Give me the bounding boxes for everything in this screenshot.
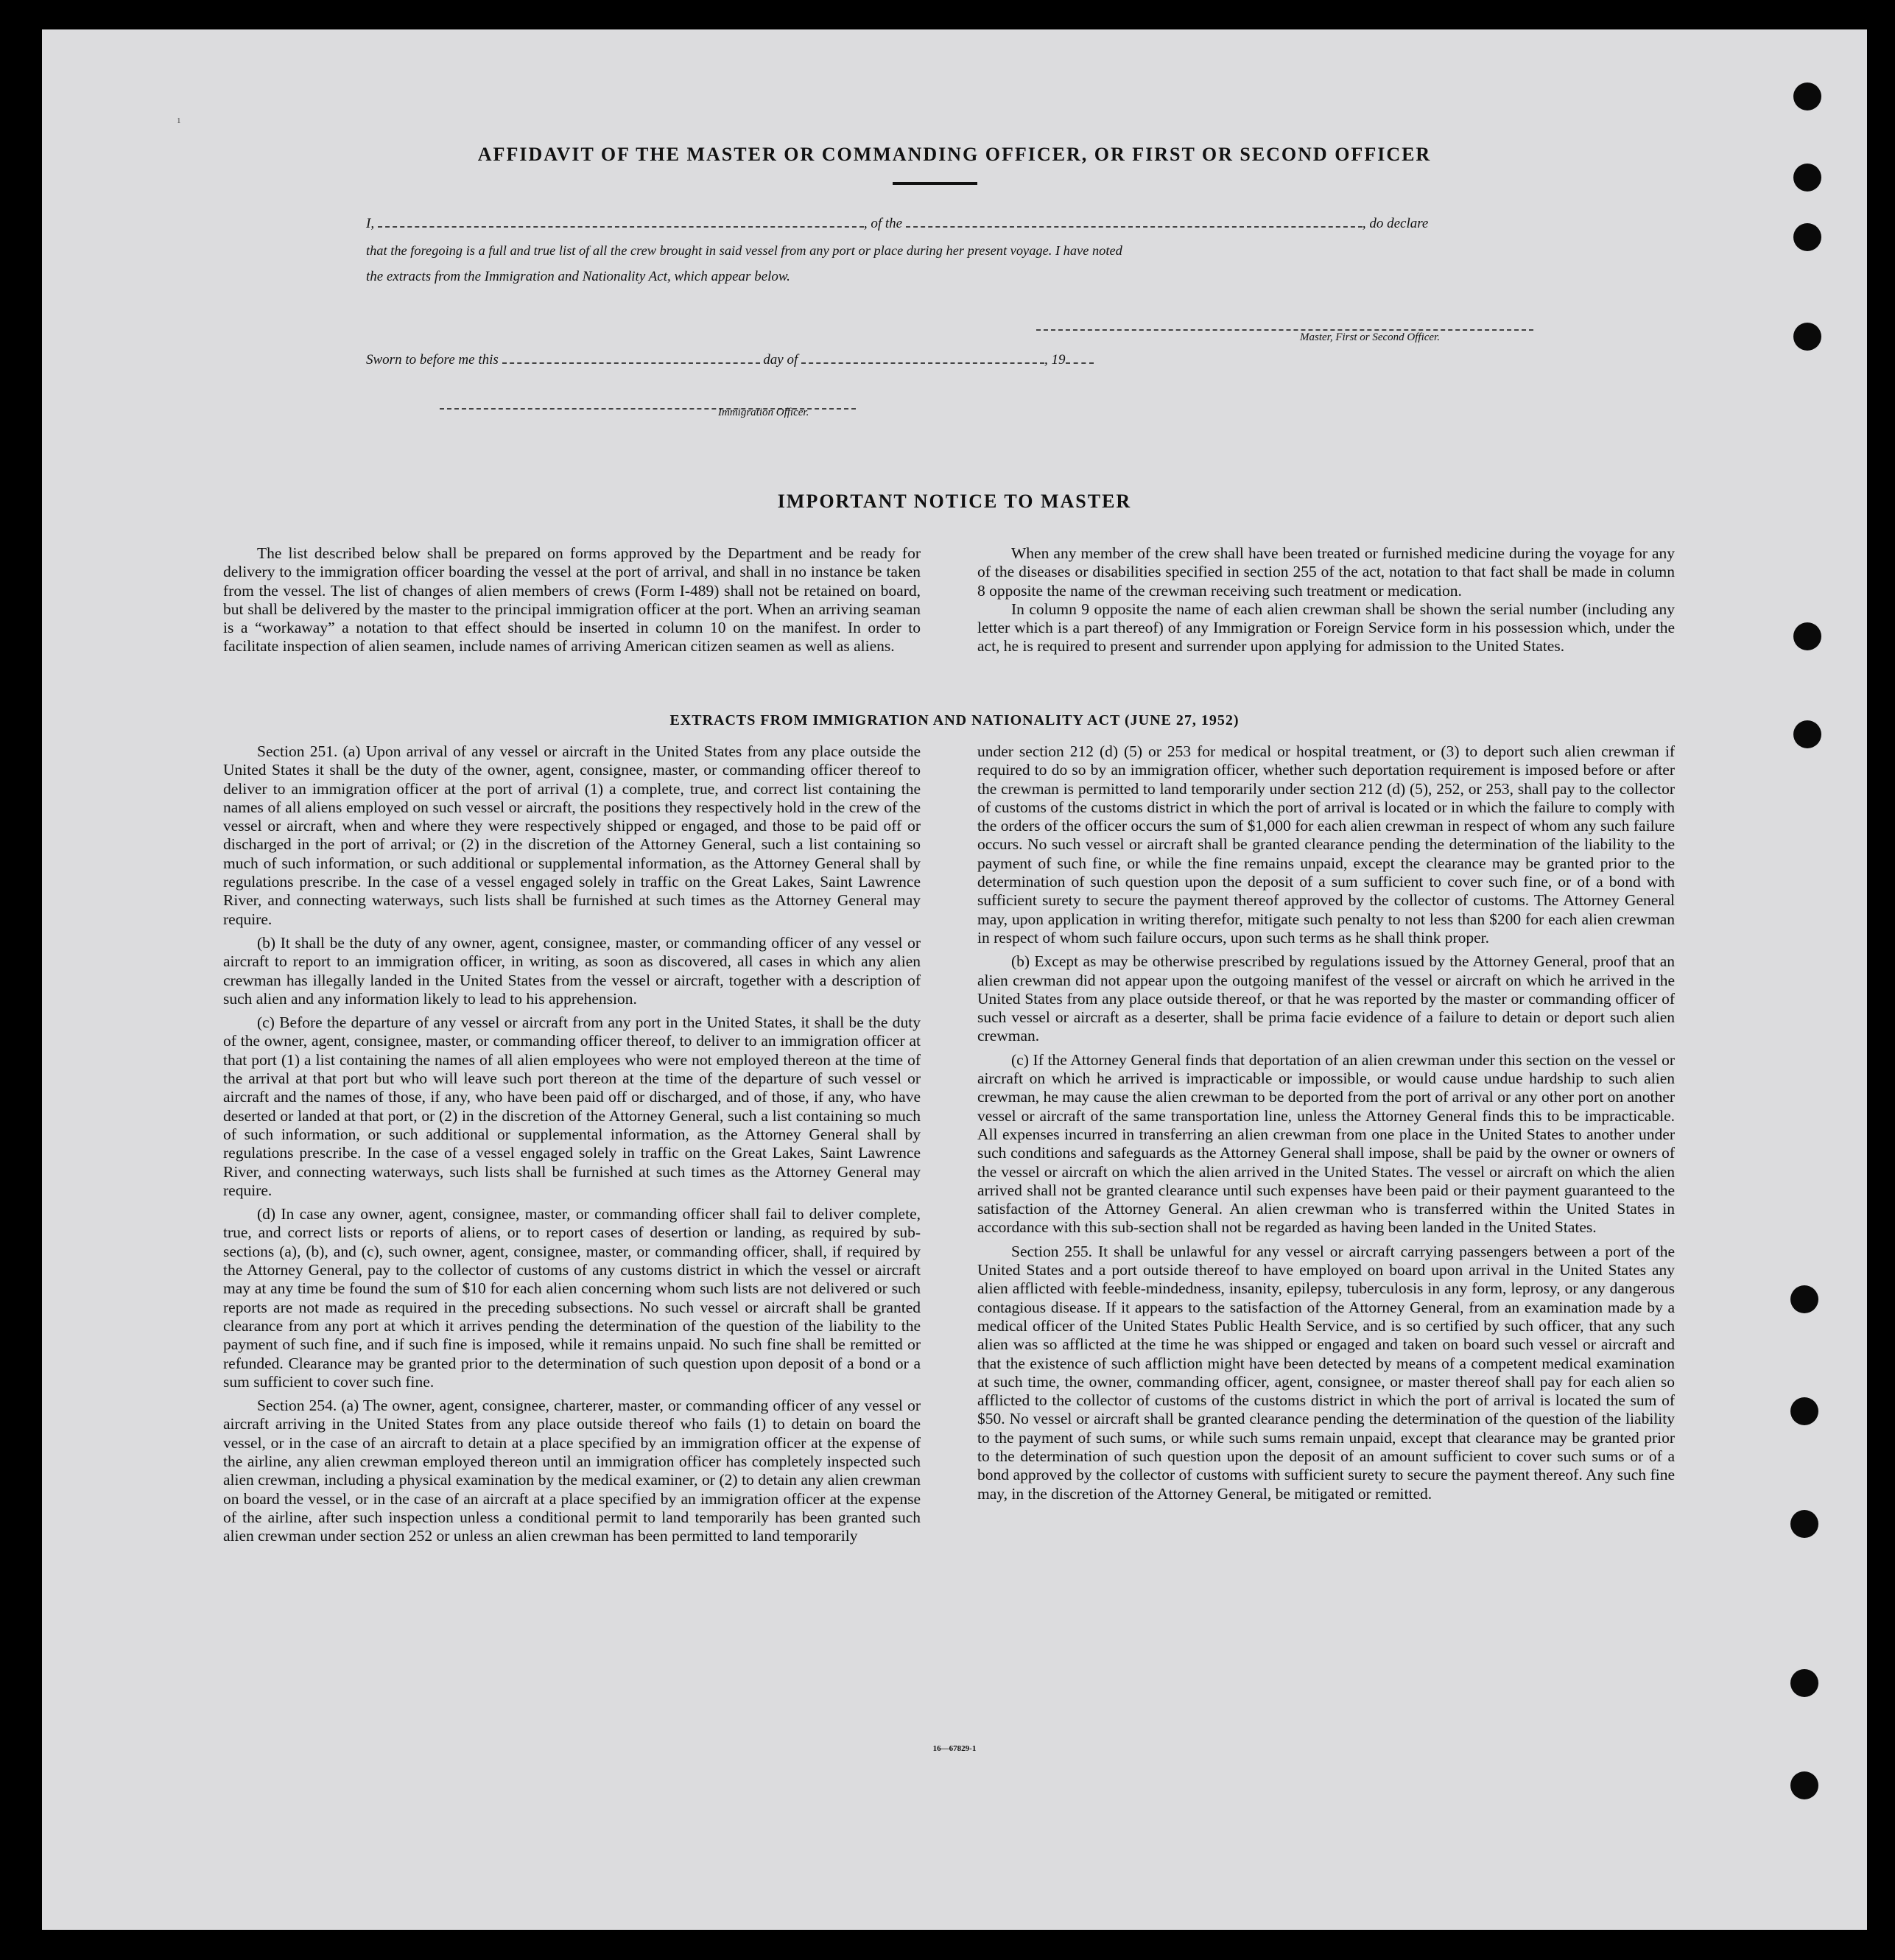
- section-paragraph: (c) Before the departure of any vessel or aircraft from any port in the United States, it shall be the duty of the owner, agent, consignee, master, or commanding officer thereof, to deliver to an immigration officer at that port (1) a list containing the names of all alien employees who were not employed thereon at the time of the arrival at that port but who will leave such port thereon at the time of the departure of such vessel or aircraft and the names of those, if any, who have been paid off or discharged, and of those, if any, who have deserted or landed at that port, or (2) in the discretion of the Attorney General, such a list containing so much of such information, or such additional or supplemental information, as the Attorney General shall by regulations prescribe. In the case of a vessel engaged solely in traffic on the Great Lakes, Saint Lawrence River, and connecting waterways, such lists shall be furnished at such times as the Attorney General may require.: [223, 1014, 921, 1199]
- notice-right-paragraph: When any member of the crew shall have been treated or furnished medicine during the voyage for any of the diseases or disabilities specified in section 255 of the act, notation to that fact shall be made in column 8 opposite the name of the crewman receiving such treatment or medication.: [977, 544, 1675, 600]
- section-paragraph: (d) In case any owner, agent, consignee, master, or commanding officer shall fail to deliver complete, true, and correct lists or reports of aliens, or to report cases of desertion or landing, as required by sub-sections (a), (b), and (c), such owner, agent, consignee, master, or commanding officer, shall, if required by the Attorney General, pay to the collector of customs of any customs district in which the vessel or aircraft may at any time be found the sum of $10 for each alien concerning whom such lists are not delivered or such reports are not made as required in the preceding subsections. No such vessel or aircraft shall be granted clearance from any port at which it arrives pending the determination of the question of the liability to the payment of such fine, and if such fine is imposed, while it remains unpaid. No such fine shall be remitted or refunded. Clearance may be granted prior to the determination of such question upon deposit of a bond or a sum sufficient to cover such fine.: [223, 1205, 921, 1391]
- i-label: I,: [366, 216, 375, 231]
- name-field[interactable]: [378, 216, 864, 228]
- master-signature-label: Master, First or Second Officer.: [1300, 331, 1440, 343]
- notice-title: IMPORTANT NOTICE TO MASTER: [777, 491, 1132, 512]
- sworn-label: Sworn to before me this: [366, 352, 499, 368]
- binder-hole-icon: [1793, 323, 1821, 351]
- title-rule: [893, 182, 977, 185]
- section-paragraph: Section 255. It shall be unlawful for any vessel or aircraft carrying passengers between a port of the United States and a port outside thereof to have employed on board upon arrival in the United States any alien afflicted with feeble-mindedness, insanity, epilepsy, tuberculosis in any form, leprosy, or any dangerous contagious disease. If it appears to the satisfaction of the Attorney General, from an examination made by a medical officer of the United States Public Health Service, and is so certified by such officer, that any such alien was so afflicted at the time he was shipped or engaged and taken on board such vessel or aircraft and that the existence of such affliction might have been detected by means of a competent medical examination at such time, the owner, commanding officer, agent, consignee, or master thereof shall pay for each alien so afflicted to the collector of customs of the customs district in which the port of arrival is located the sum of $50. No vessel or aircraft shall be granted clearance pending the determination of the question of the liability to the payment of such sums, or while such sums remain unpaid, except that clearance may be granted prior to the determination of such question upon the deposit of an amount sufficient to cover such sums or of a bond approved by the collector of customs with sufficient surety to secure the payment thereof. Any such fine may, in the discretion of the Attorney General, be mitigated or remitted.: [977, 1242, 1675, 1503]
- section-paragraph: Section 254. (a) The owner, agent, consignee, charterer, master, or commanding officer of any vessel or aircraft arriving in the United States from any place outside thereof who fails (1) to detain on board the vessel, or in the case of an aircraft to detain at a place specified by an immigration officer at the expense of the airline, any alien crewman employed thereon until an immigration officer has completely inspected such alien crewman, including a physical examination by the medical examiner, or (2) to detain any alien crewman on board the vessel, or in the case of an aircraft at a place specified by an immigration officer at the expense of the airline, after such inspection unless a conditional permit to land temporarily has been granted such alien crewman under section 252 or unless an alien crewman has been permitted to land temporarily: [223, 1397, 921, 1545]
- notice-right-paragraph: In column 9 opposite the name of each alien crewman shall be shown the serial number (including any letter which is a part thereof) of any Immigration or Foreign Service form in his possession which, under the act, he is required to present and surrender upon applying for admission to the United States.: [977, 600, 1675, 656]
- binder-hole-icon: [1790, 1285, 1818, 1313]
- binder-hole-icon: [1790, 1510, 1818, 1538]
- notice-right-column: [977, 544, 1675, 661]
- binder-hole-icon: [1790, 1397, 1818, 1425]
- section-paragraph: Section 251. (a) Upon arrival of any vessel or aircraft in the United States from any place outside the United States it shall be the duty of the owner, agent, consignee, master, or commanding officer thereof to deliver to an immigration officer at the port of arrival (1) a complete, true, and correct list containing the names of all aliens employed on such vessel or aircraft, the positions they respectively hold in the crew of the vessel or aircraft, when and where they were respectively shipped or engaged, and those to be paid off or discharged in the port of arrival; or (2) in the discretion of the Attorney General, such a list containing so much of such information, or such additional or supplemental information, as the Attorney General shall by regulations prescribe. In the case of a vessel engaged solely in traffic on the Great Lakes, Saint Lawrence River, and connecting waterways, such lists shall be furnished at such times as the Attorney General may require.: [223, 742, 921, 928]
- section-paragraph: (c) If the Attorney General finds that deportation of an alien crewman under this section on the vessel or aircraft on which he arrived is impracticable or impossible, or would cause undue hardship to such alien crewman, he may cause the alien crewman to be deported from the port of arrival or any other port on another vessel or aircraft of the same transportation line, unless the Attorney General finds this to be impracticable. All expenses incurred in transferring an alien crewman from one place in the United States to another under such conditions and safeguards as the Attorney General shall impose, shall be paid by the owner or owners of the vessel or aircraft on which the alien arrived in the United States. The vessel or aircraft on which the alien arrived shall not be granted clearance until such expenses have been paid or their payment guaranteed to the satisfaction of the Attorney General. An alien crewman who is transferred within the United States in accordance with this sub-section shall not be regarded as having been landed in the United States.: [977, 1050, 1675, 1237]
- binder-hole-icon: [1790, 1669, 1818, 1697]
- binder-hole-icon: [1790, 1771, 1818, 1799]
- binder-hole-icon: [1793, 82, 1821, 110]
- vessel-field[interactable]: [906, 216, 1363, 228]
- sworn-line: [366, 352, 1323, 368]
- extracts-title: EXTRACTS FROM IMMIGRATION AND NATIONALITY ACT (JUNE 27, 1952): [669, 712, 1240, 728]
- extracts-left-column: [223, 742, 921, 1550]
- binder-hole-icon: [1793, 622, 1821, 650]
- form-number: 16—67829-1: [932, 1744, 977, 1753]
- sworn-date-field[interactable]: [502, 352, 760, 364]
- section-paragraph: (b) Except as may be otherwise prescribed by regulations issued by the Attorney General, proof that an alien crewman did not appear upon the outgoing manifest of the vessel or aircraft on which he arrived in the United States from any place outside thereof, or that he was reported by the master or commanding officer of such vessel or aircraft as a deserter, shall be prima facie evidence of a failure to detain or deport such alien crewman.: [977, 952, 1675, 1045]
- affidavit-declaration-line3: the extracts from the Immigration and Nationality Act, which appear below.: [366, 269, 790, 284]
- section-paragraph: under section 212 (d) (5) or 253 for medical or hospital treatment, or (3) to deport such alien crewman if required to do so by an immigration officer, whether such deportation requirement is imposed before or after the crewman is permitted to land temporarily under section 212 (d) (5), 252, or 253, shall pay to the collector of customs of the customs district in which the port of arrival is located or in which the failure to comply with the orders of the officer occurs the sum of $1,000 for each alien crewman in respect of whom any such failure occurs. No such vessel or aircraft shall be granted clearance pending the determination of the liability to the payment of such fine, or while the fine remains unpaid, except the clearance may be granted prior to the determination of such question upon the deposit of a sum sufficient to cover such fine, or of a bond with sufficient surety to secure the payment thereof approved by the collector of customs. The Attorney General may, upon application in writing therefor, mitigate such penalty to not less than $200 for each alien crewman in respect of whom such failure occurs, upon such terms as he shall think proper.: [977, 742, 1675, 946]
- page-mark: 1: [177, 116, 181, 125]
- section-paragraph: (b) It shall be the duty of any owner, agent, consignee, master, or commanding officer of any vessel or aircraft to report to an immigration officer, in writing, as soon as discovered, all cases in which any alien crewman has illegally landed in the United States from the vessel or aircraft, together with a description of such alien and any information likely to lead to his apprehension.: [223, 933, 921, 1008]
- month-field[interactable]: [801, 352, 1044, 364]
- affidavit-declaration-line2: that the foregoing is a full and true list of all the crew brought in said vessel from any port or place during her present voyage. I have noted: [366, 243, 1122, 258]
- affidavit-title: AFFIDAVIT OF THE MASTER OR COMMANDING OFFICER, OR FIRST OR SECOND OFFICER: [477, 144, 1432, 165]
- affidavit-declaration-line1: [366, 211, 1581, 237]
- document-page: [42, 29, 1867, 1930]
- do-declare-label: , do declare: [1362, 216, 1429, 231]
- day-of-label: day of: [763, 352, 798, 368]
- notice-left-column: [223, 544, 921, 661]
- binder-hole-icon: [1793, 164, 1821, 192]
- extracts-right-column: [977, 742, 1675, 1508]
- binder-hole-icon: [1793, 223, 1821, 251]
- notice-left-paragraph: The list described below shall be prepared on forms approved by the Department and be ready for delivery to the immigration officer boarding the vessel at the port of arrival, and shall in no instance be taken from the vessel. The list of changes of alien members of crews (Form I-489) shall not be retained on board, but shall be delivered by the master to the principal immigration officer at the port. When an arriving seaman is a “workaway” a notation to that effect should be inserted in column 10 on the manifest. In order to facilitate inspection of alien seamen, include names of arriving American citizen seamen as well as aliens.: [223, 544, 921, 656]
- master-signature-line[interactable]: [1036, 319, 1533, 331]
- year-prefix-label: , 19: [1044, 352, 1066, 368]
- immigration-officer-label: Immigration Officer.: [718, 407, 809, 418]
- of-the-label: , of the: [863, 216, 903, 231]
- year-field[interactable]: [1066, 352, 1094, 364]
